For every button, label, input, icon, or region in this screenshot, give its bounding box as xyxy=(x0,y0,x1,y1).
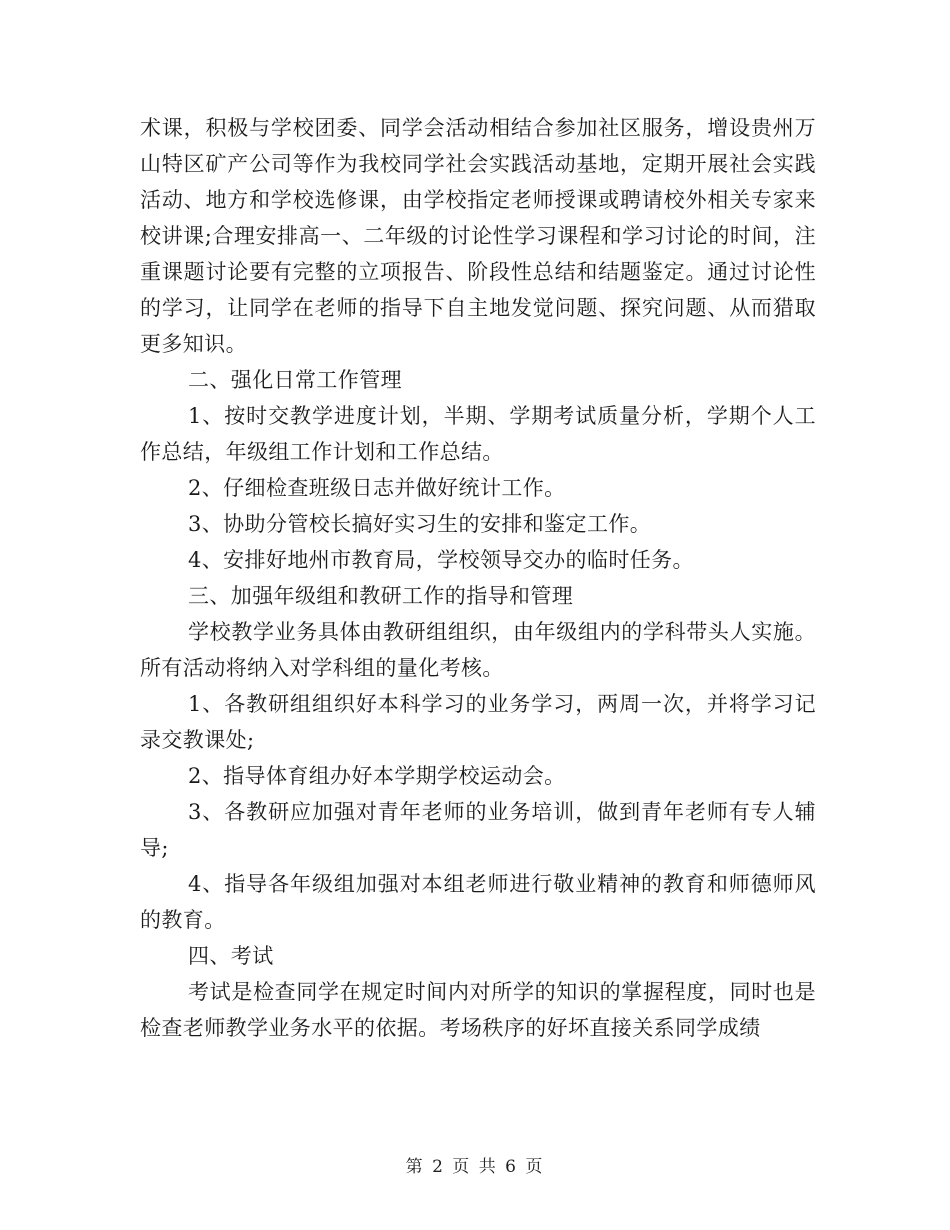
list-item: 2、指导体育组办好本学期学校运动会。 xyxy=(188,764,566,788)
document-body xyxy=(140,110,816,1046)
paragraph: 学校教学业务具体由教研组组织，由年级组内的学科带头人实施。所有活动将纳入对学科组的量化考核。 xyxy=(140,620,816,680)
page-number-footer: 第 2 页 共 6 页 xyxy=(405,1157,545,1177)
paragraph-continuation: 术课，积极与学校团委、同学会活动相结合参加社区服务，增设贵州万山特区矿产公司等作为我校同学社会实践活动基地，定期开展社会实践活动、地方和学校选修课，由学校指定老师授课或聘请校外相关专家来校讲课;合理安排高一、二年级的讨论性学习课程和学习讨论的时间，注重课题讨论要有完整的立项报告、阶段性总结和结题鉴定。通过讨论性的学习，让同学在老师的指导下自主地发觉问题、探究问题、从而猎取更多知识。 xyxy=(140,116,816,356)
list-item: 4、指导各年级组加强对本组老师进行敬业精神的教育和师德师风的教育。 xyxy=(140,872,816,932)
list-item: 2、仔细检查班级日志并做好统计工作。 xyxy=(188,476,566,500)
list-item: 3、协助分管校长搞好实习生的安排和鉴定工作。 xyxy=(188,512,652,536)
section-heading-2: 二、强化日常工作管理 xyxy=(188,368,402,392)
section-heading-4: 四、考试 xyxy=(188,944,274,968)
list-item: 3、各教研应加强对青年老师的业务培训，做到青年老师有专人辅导; xyxy=(140,800,816,860)
section-heading-3: 三、加强年级组和教研工作的指导和管理 xyxy=(188,584,574,608)
paragraph: 考试是检查同学在规定时间内对所学的知识的掌握程度，同时也是检查老师教学业务水平的依据。考场秩序的好坏直接关系同学成绩 xyxy=(140,980,816,1040)
list-item: 4、安排好地州市教育局，学校领导交办的临时任务。 xyxy=(188,548,694,572)
list-item: 1、各教研组组织好本科学习的业务学习，两周一次，并将学习记录交教课处; xyxy=(140,692,816,752)
list-item: 1、按时交教学进度计划，半期、学期考试质量分析，学期个人工作总结，年级组工作计划和工作总结。 xyxy=(140,404,816,464)
